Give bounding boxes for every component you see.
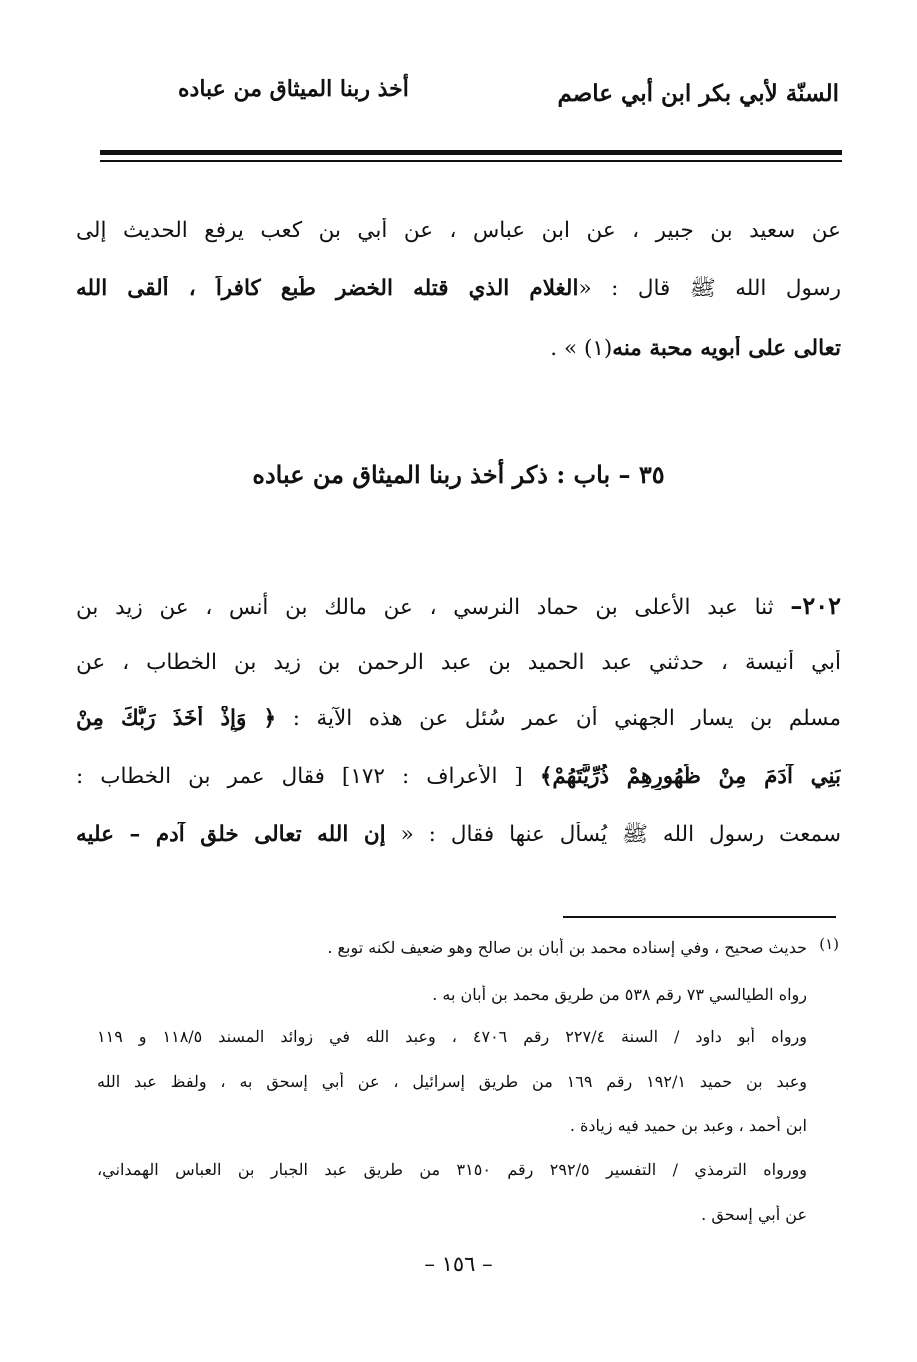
footnote-line: وعبد بن حميد ١٩٢/١ رقم ١٦٩ من طريق إسرائيل ، عن أبي إسحق به ، ولفظ عبد الله	[97, 1072, 807, 1091]
hadith-text-bold: الغلام الذي قتله الخضر طُبع كافراً ، ألقى الله	[76, 276, 579, 301]
text-run: [ الأعراف : ١٧٢] فقال عمر بن الخطاب :	[76, 764, 540, 789]
footnote-marker: (١) » .	[550, 336, 613, 361]
quran-verse: ﴿ وَإِذْ أَخَذَ رَبُّكَ مِنْ	[76, 706, 277, 731]
footnote-number: (١)	[819, 935, 839, 953]
text-run: رسول الله ﷺ قال : «	[578, 276, 841, 301]
hadith-number: ٢٠٢–	[790, 592, 841, 620]
running-header-chapter-title: أخذ ربنا الميثاق من عباده	[178, 76, 409, 102]
header-rule-thick	[100, 150, 842, 155]
hadith-text-bold: إن الله تعالى خلق آدم – عليه	[76, 822, 386, 847]
footnote-line: رواه الطيالسي ٧٣ رقم ٥٣٨ من طريق محمد بن أبان به .	[432, 985, 807, 1004]
running-header-book-title: السنّة لأبي بكر ابن أبي عاصم	[557, 80, 839, 107]
section-heading: ٣٥ – باب : ذكر أخذ ربنا الميثاق من عباده	[252, 460, 665, 489]
text-run: ثنا عبد الأعلى بن حماد النرسي ، عن مالك بن أنس ، عن زيد بن	[76, 595, 791, 620]
paragraph-line: عن سعيد بن جبير ، عن ابن عباس ، عن أبي بن كعب يرفع الحديث إلى	[76, 218, 841, 243]
text-run: سمعت رسول الله ﷺ يُسأل عنها فقال : «	[385, 822, 841, 847]
page-number: – ١٥٦ –	[424, 1252, 493, 1276]
footnote-line: وورواه الترمذي / التفسير ٢٩٢/٥ رقم ٣١٥٠ من طريق عبد الجبار بن العباس الهمداني،	[97, 1160, 807, 1179]
footnote-line: حديث صحيح ، وفي إسناده محمد بن أبان بن صالح وهو ضعيف لكنه توبع .	[327, 938, 807, 957]
footnote-line: ورواه أبو داود / السنة ٢٢٧/٤ رقم ٤٧٠٦ ، وعبد الله في زوائد المسند ١١٨/٥ و ١١٩	[97, 1027, 807, 1046]
footnote-line: ابن أحمد ، وعبد بن حميد فيه زيادة .	[569, 1116, 807, 1135]
quran-verse: بَنِي آدَمَ مِنْ ظُهُورِهِمْ ذُرِّيَّتَهُمْ﴾	[539, 764, 841, 789]
paragraph-line	[76, 592, 841, 621]
paragraph-line	[76, 822, 841, 848]
paragraph-line	[76, 276, 841, 302]
paragraph-line: أبي أنيسة ، حدثني عبد الحميد بن عبد الرحمن بن زيد بن الخطاب ، عن	[76, 650, 841, 675]
hadith-text-bold: تعالى على أبويه محبة منه	[612, 336, 841, 361]
text-run: مسلم بن يسار الجهني أن عمر سُئل عن هذه الآية :	[276, 706, 841, 731]
paragraph-line	[76, 706, 841, 732]
header-rule-thin	[100, 160, 842, 162]
footnote-separator	[563, 916, 836, 918]
footnote-line: عن أبي إسحق .	[701, 1205, 807, 1224]
paragraph-line	[76, 764, 841, 790]
paragraph-line	[76, 336, 841, 362]
